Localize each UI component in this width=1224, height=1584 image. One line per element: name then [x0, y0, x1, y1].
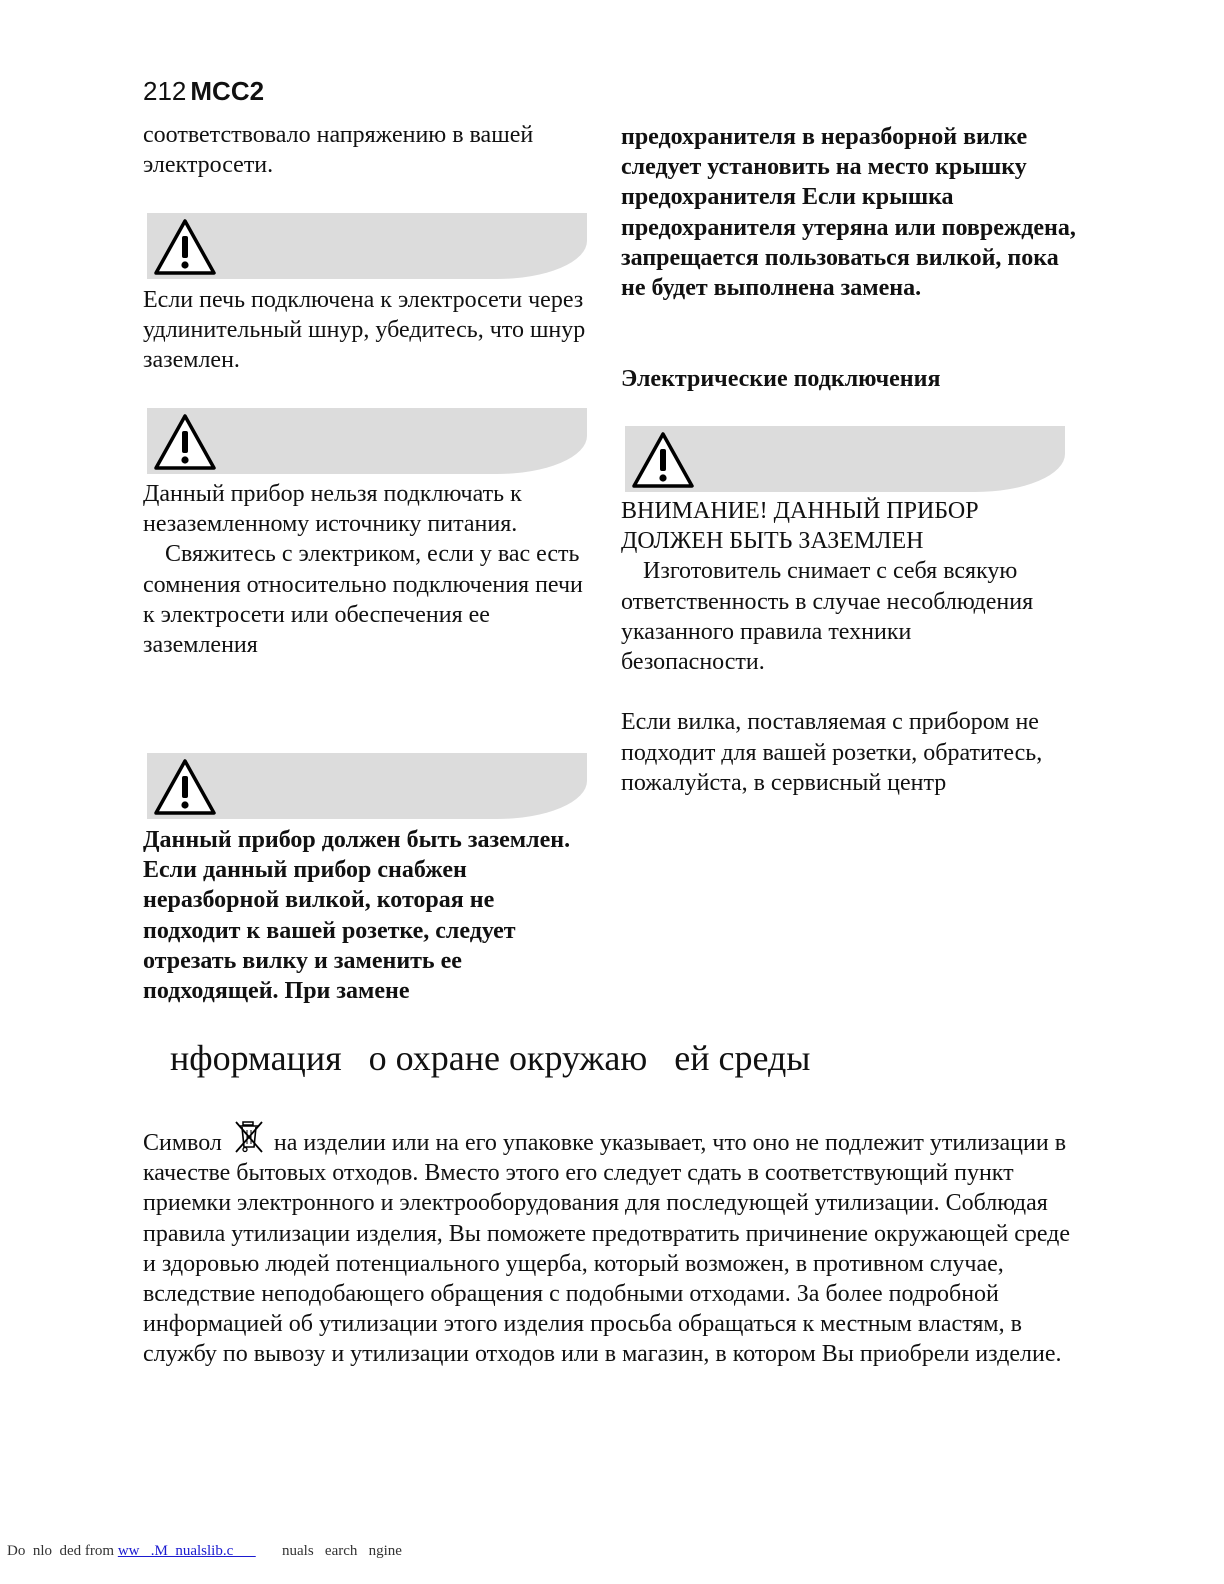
warning-2-line1: Данный прибор нельзя подключать к незаземленному источнику питания. [143, 481, 522, 538]
warning-2-line3: заземления [143, 632, 258, 659]
warning-bar-2 [147, 408, 587, 474]
page-header [143, 74, 264, 108]
manufacturer-text: Изготовитель снимает с себя всякую ответственность в случае несоблюдения указанного правила техники безопасности. [621, 558, 1034, 676]
environment-body: на изделии или на его упаковке указывает, что оно не подлежит утилизации в качестве бытовых отходов. Вместо этого его следует сдать в соответствующий пункт приемки электронного и электрооборудования для последующей утилизации. Соблюдая правила утилизации изделия, Вы поможете предотвратить причинение окружающей среде и здоровью людей потенциального ущерба, который возможен, в противном случае, вследствие неподобающего обращения с подобными отходами. За более подробной информацией об утилизации этого изделия просьба обращаться к местным властям, в службу по вывозу и утилизации отходов или в магазин, в котором Вы приобрели изделие. [143, 1130, 1071, 1368]
warning-triangle-icon [153, 758, 217, 816]
warning-triangle-icon [153, 413, 217, 471]
grounding-warning-caps: ВНИМАНИЕ! ДАННЫЙ ПРИБОР ДОЛЖЕН БЫТЬ ЗАЗЕМЛЕН [621, 498, 979, 555]
warning-bar-3 [147, 753, 587, 819]
warning-bar-1 [147, 213, 587, 279]
warning-triangle-icon [153, 218, 217, 276]
download-footer [7, 1541, 402, 1561]
warning-triangle-icon [631, 431, 695, 489]
grounding-warning-block [621, 496, 1061, 798]
manualslib-link[interactable]: ww .M nualslib.c [117, 1543, 256, 1559]
electrical-heading-block [621, 364, 1081, 394]
plug-text: Если вилка, поставляемая с прибором не подходит для вашей розетки, обратитесь, пожалуйста, в сервисный центр [621, 709, 1043, 796]
warning-2-block [143, 479, 595, 660]
warning-3-block [143, 825, 595, 1006]
fuse-cover-text: предохранителя в неразборной вилке следует установить на место крышку предохранителя Если крышка предохранителя утеряна или повреждена, запрещается пользоваться вилкой, пока не будет выполнена замена. [621, 124, 1076, 302]
symbol-word: Символ [143, 1130, 222, 1156]
model-name: MCC2 [190, 76, 265, 106]
page-number: 212 [143, 76, 187, 106]
footer-suffix: nuals earch ngine [255, 1543, 402, 1559]
warning-2-line2: Свяжитесь с электриком, если у вас есть сомнения относительно подключения печи к электросети или обеспечения ее [143, 541, 583, 628]
environment-title: нформация о охране окружаю ей среды [170, 1038, 811, 1078]
environment-text [143, 1120, 1083, 1370]
warning-1-block [143, 285, 595, 376]
left-intro [143, 120, 595, 180]
electrical-heading: Электрические подключения [621, 366, 941, 392]
crossed-bin-icon [234, 1120, 264, 1154]
warning-bar-4 [625, 426, 1065, 492]
warning-1-text: Если печь подключена к электросети через удлинительный шнур, убедитесь, что шнур заземлен. [143, 287, 586, 374]
footer-prefix: Do nlo ded from [7, 1543, 118, 1559]
intro-text: соответствовало напряжению в вашей электросети. [143, 122, 534, 179]
right-continued [621, 122, 1081, 303]
warning-3-text: Данный прибор должен быть заземлен. Если данный прибор снабжен неразборной вилкой, которая не подходит к вашей розетке, следует отрезать вилку и заменить ее подходящей. При замене [143, 827, 571, 1005]
